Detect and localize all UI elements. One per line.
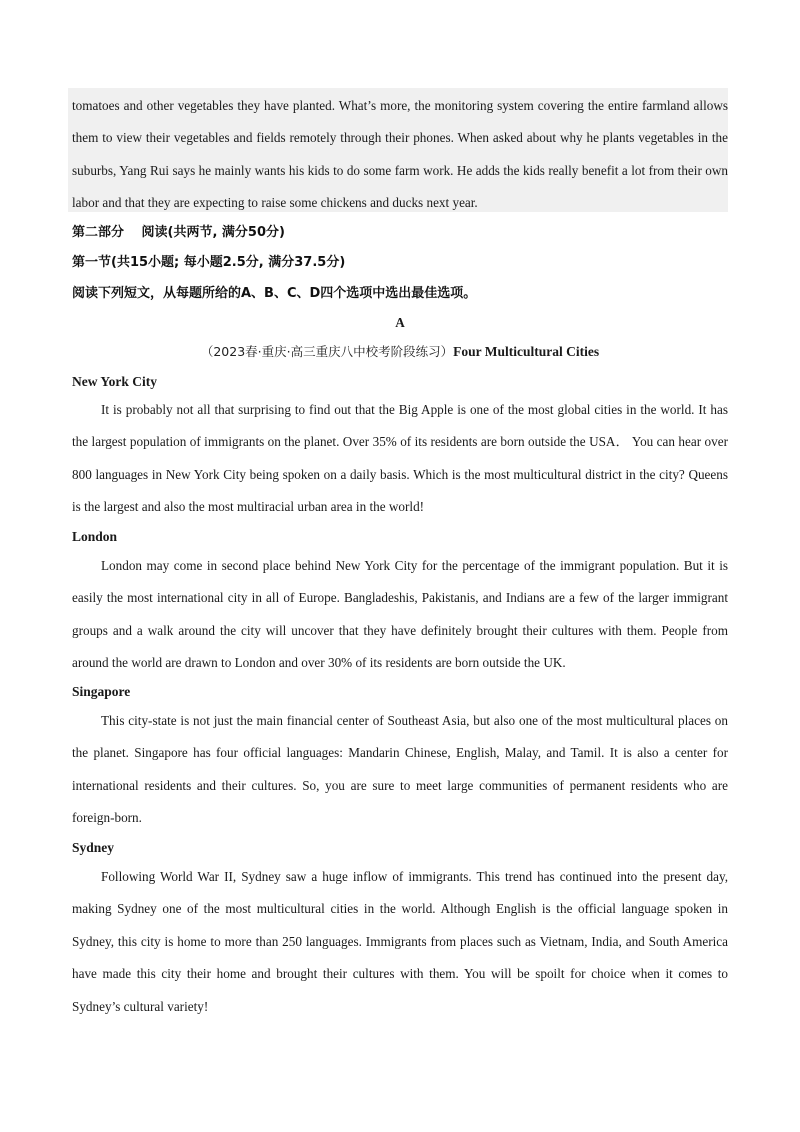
section-paragraph-sydney: Following World War II, Sydney saw a huge inflow of immigrants. This trend has continued into the present day, making Sydney one of the most multicultural cities in the world. Although English is the official language spoken in Sydney, this city is home to more than 250 languages. Immigrants from places such as Vietnam, India, and South America have made this city their home and brought their cultures with them. You will be spoilt for choice when it comes to Sydney’s cultural variety! [72,869,728,1014]
continuation-paragraph: tomatoes and other vegetables they have planted. What’s more, the monitoring system covering the entire farmland allows them to view their vegetables and fields remotely through their phones. When asked about why he plants vegetables in the suburbs, Yang Rui says he mainly wants his kids to do some farm work. He adds the kids really benefit a lot from their own labor and that they are expecting to raise some chickens and ducks next year. [72,98,728,211]
section-paragraph-new-york: It is probably not all that surprising to find out that the Big Apple is one of the most global cities in the world. It has the largest population of immigrants on the planet. Over 35% of its residents are born outside the USA． You can hear over 800 languages in New York City being spoken on a daily basis. Which is the most multicultural district in the city? Queens is the largest and also the most multiracial urban area in the world! [72,402,728,515]
section-heading-new-york: New York City [72,374,157,389]
section-heading-singapore: Singapore [72,684,131,699]
passage-header [0,342,800,362]
passage-letter: A [395,315,405,330]
passage-title: Four Multicultural Cities [453,344,600,359]
section-heading-sydney: Sydney [72,840,115,855]
instruction-text: 阅读下列短文，从每题所给的A、B、C、D四个选项中选出最佳选项。 [72,286,477,301]
source-note: （2023春·重庆·高三重庆八中校考阶段练习） [200,344,454,359]
section-paragraph-singapore: This city-state is not just the main financial center of Southeast Asia, but also one of the most multicultural places on the planet. Singapore has four official languages: Mandarin Chinese, English, Malay, and Tamil. It is also a center for international residents and their cultures. So, you are sure to meet large communities of permanent residents who are foreign-born. [72,713,728,826]
part-title: 第二部分 阅读(共两节, 满分50分) [72,225,285,240]
section-paragraph-london: London may come in second place behind New York City for the percentage of the immigrant population. But it is easily the most international city in all of Europe. Bangladeshis, Pakistanis, and Indians are a few of the larger immigrant groups and a walk around the city will uncover that they have definitely brought their cultures with them. People from around the world are drawn to London and over 30% of its residents are born outside the UK. [72,558,728,671]
section-heading-london: London [72,529,118,544]
section-title: 第一节(共15小题; 每小题2.5分, 满分37.5分) [72,255,346,270]
